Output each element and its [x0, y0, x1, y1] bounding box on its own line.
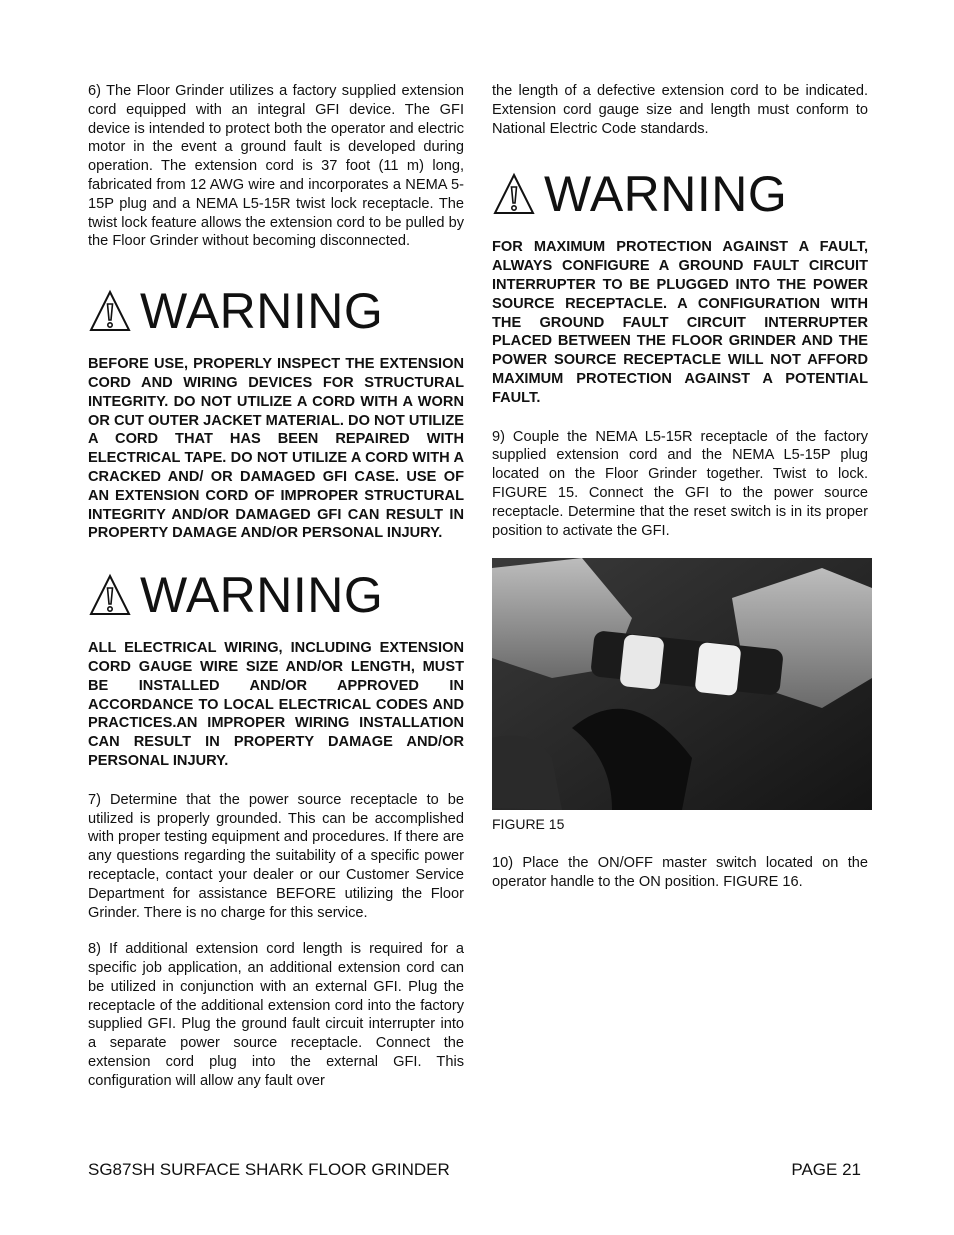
warning-header-1 — [88, 281, 464, 341]
right-column — [492, 82, 868, 892]
warning-header-3 — [492, 164, 868, 224]
warning-heading: WARNING — [544, 166, 788, 223]
warning-heading: WARNING — [140, 283, 384, 340]
warning-triangle-icon — [88, 289, 132, 333]
left-column — [88, 82, 464, 1091]
paragraph-7: 7) Determine that the power source receptacle to be utilized is properly grounded. This can be accomplished with proper testing equipment and procedures. If there are any questions regarding the suitability of a specific power receptacle, contact your dealer or our Customer Service Department for assistance BEFORE utilizing the Floor Grinder. There is no charge for this service. — [88, 791, 464, 921]
paragraph-8: 8) If additional extension cord length is required for a specific job application, an additional extension cord can be utilized in conjunction with an external GFI. Plug the receptacle of the additional extension cord into the factory supplied GFI. Plug the ground fault circuit interrupter into a separate power source receptacle. Connect the extension cord plug into the external GFI. This configuration will allow any fault over — [88, 941, 464, 1089]
warning-header-2 — [88, 565, 464, 625]
paragraph-9: 9) Couple the NEMA L5-15R receptacle of the factory supplied extension cord and the NEMA L5-15P plug located on the Floor Grinder together. Twist to lock. FIGURE 15. Connect the GFI to the power source receptacle. Determine that the reset switch is in its proper position to activate the GFI. — [492, 428, 868, 539]
figure-15-photo — [492, 558, 872, 810]
footer-page-number: PAGE 21 — [791, 1160, 861, 1179]
warning-text-3: FOR MAXIMUM PROTECTION AGAINST A FAULT, ALWAYS CONFIGURE A GROUND FAULT CIRCUIT INTERRUPTER TO BE PLUGGED INTO THE POWER SOURCE RECEPTACLE. A CONFIGURATION WITH THE GROUND FAULT CIRCUIT INTERRUPTER PLACED BETWEEN THE FLOOR GRINDER AND THE POWER SOURCE RECEPTACLE WILL NOT AFFORD MAXIMUM PROTECTION AGAINST A POTENTIAL FAULT. — [492, 239, 868, 406]
paragraph-10: 10) Place the ON/OFF master switch located on the operator handle to the ON position. FIGURE 16. — [492, 855, 868, 891]
footer-manual-title: SG87SH SURFACE SHARK FLOOR GRINDER — [88, 1160, 450, 1179]
warning-heading: WARNING — [140, 567, 384, 624]
paragraph-6: 6) The Floor Grinder utilizes a factory supplied extension cord equipped with an integral GFI device. The GFI device is intended to protect both the operator and electric motor in the event a ground fault is developed during operation. The extension cord is 37 foot (11 m) long, fabricated from 12 AWG wire and incorporates a NEMA 5-15P plug and a NEMA L5-15R twist lock receptacle. The twist lock feature allows the extension cord to be pulled by the Floor Grinder without becoming disconnected. — [88, 83, 464, 250]
paragraph-8-continued: the length of a defective extension cord to be indicated. Extension cord gauge size and length must conform to National Electric Code standards. — [492, 83, 868, 137]
warning-triangle-icon — [88, 573, 132, 617]
warning-triangle-icon — [492, 172, 536, 216]
warning-text-1: BEFORE USE, PROPERLY INSPECT THE EXTENSION CORD AND WIRING DEVICES FOR STRUCTURAL INTEGRITY. DO NOT UTILIZE A CORD WITH A WORN OR CUT OUTER JACKET MATERIAL. DO NOT UTILIZE A CORD THAT HAS BEEN REPAIRED WITH ELECTRICAL TAPE. DO NOT UTILIZE A CORD WITH A CRACKED AND/ OR DAMAGED GFI CASE. USE OF AN EXTENSION CORD OF IMPROPER STRUCTURAL INTEGRITY AND/OR DAMAGED GFI CAN RESULT IN PROPERTY DAMAGE AND/OR PERSONAL INJURY. — [88, 356, 464, 542]
figure-caption: FIGURE 15 — [492, 816, 565, 833]
warning-text-2: ALL ELECTRICAL WIRING, INCLUDING EXTENSION CORD GAUGE WIRE SIZE AND/OR LENGTH, MUST BE INSTALLED AND/OR APPROVED IN ACCORDANCE TO LOCAL ELECTRICAL CODES AND PRACTICES.AN IMPROPER WIRING INSTALLATION CAN RESULT IN PROPERTY DAMAGE AND/OR PERSONAL INJURY. — [88, 640, 464, 769]
